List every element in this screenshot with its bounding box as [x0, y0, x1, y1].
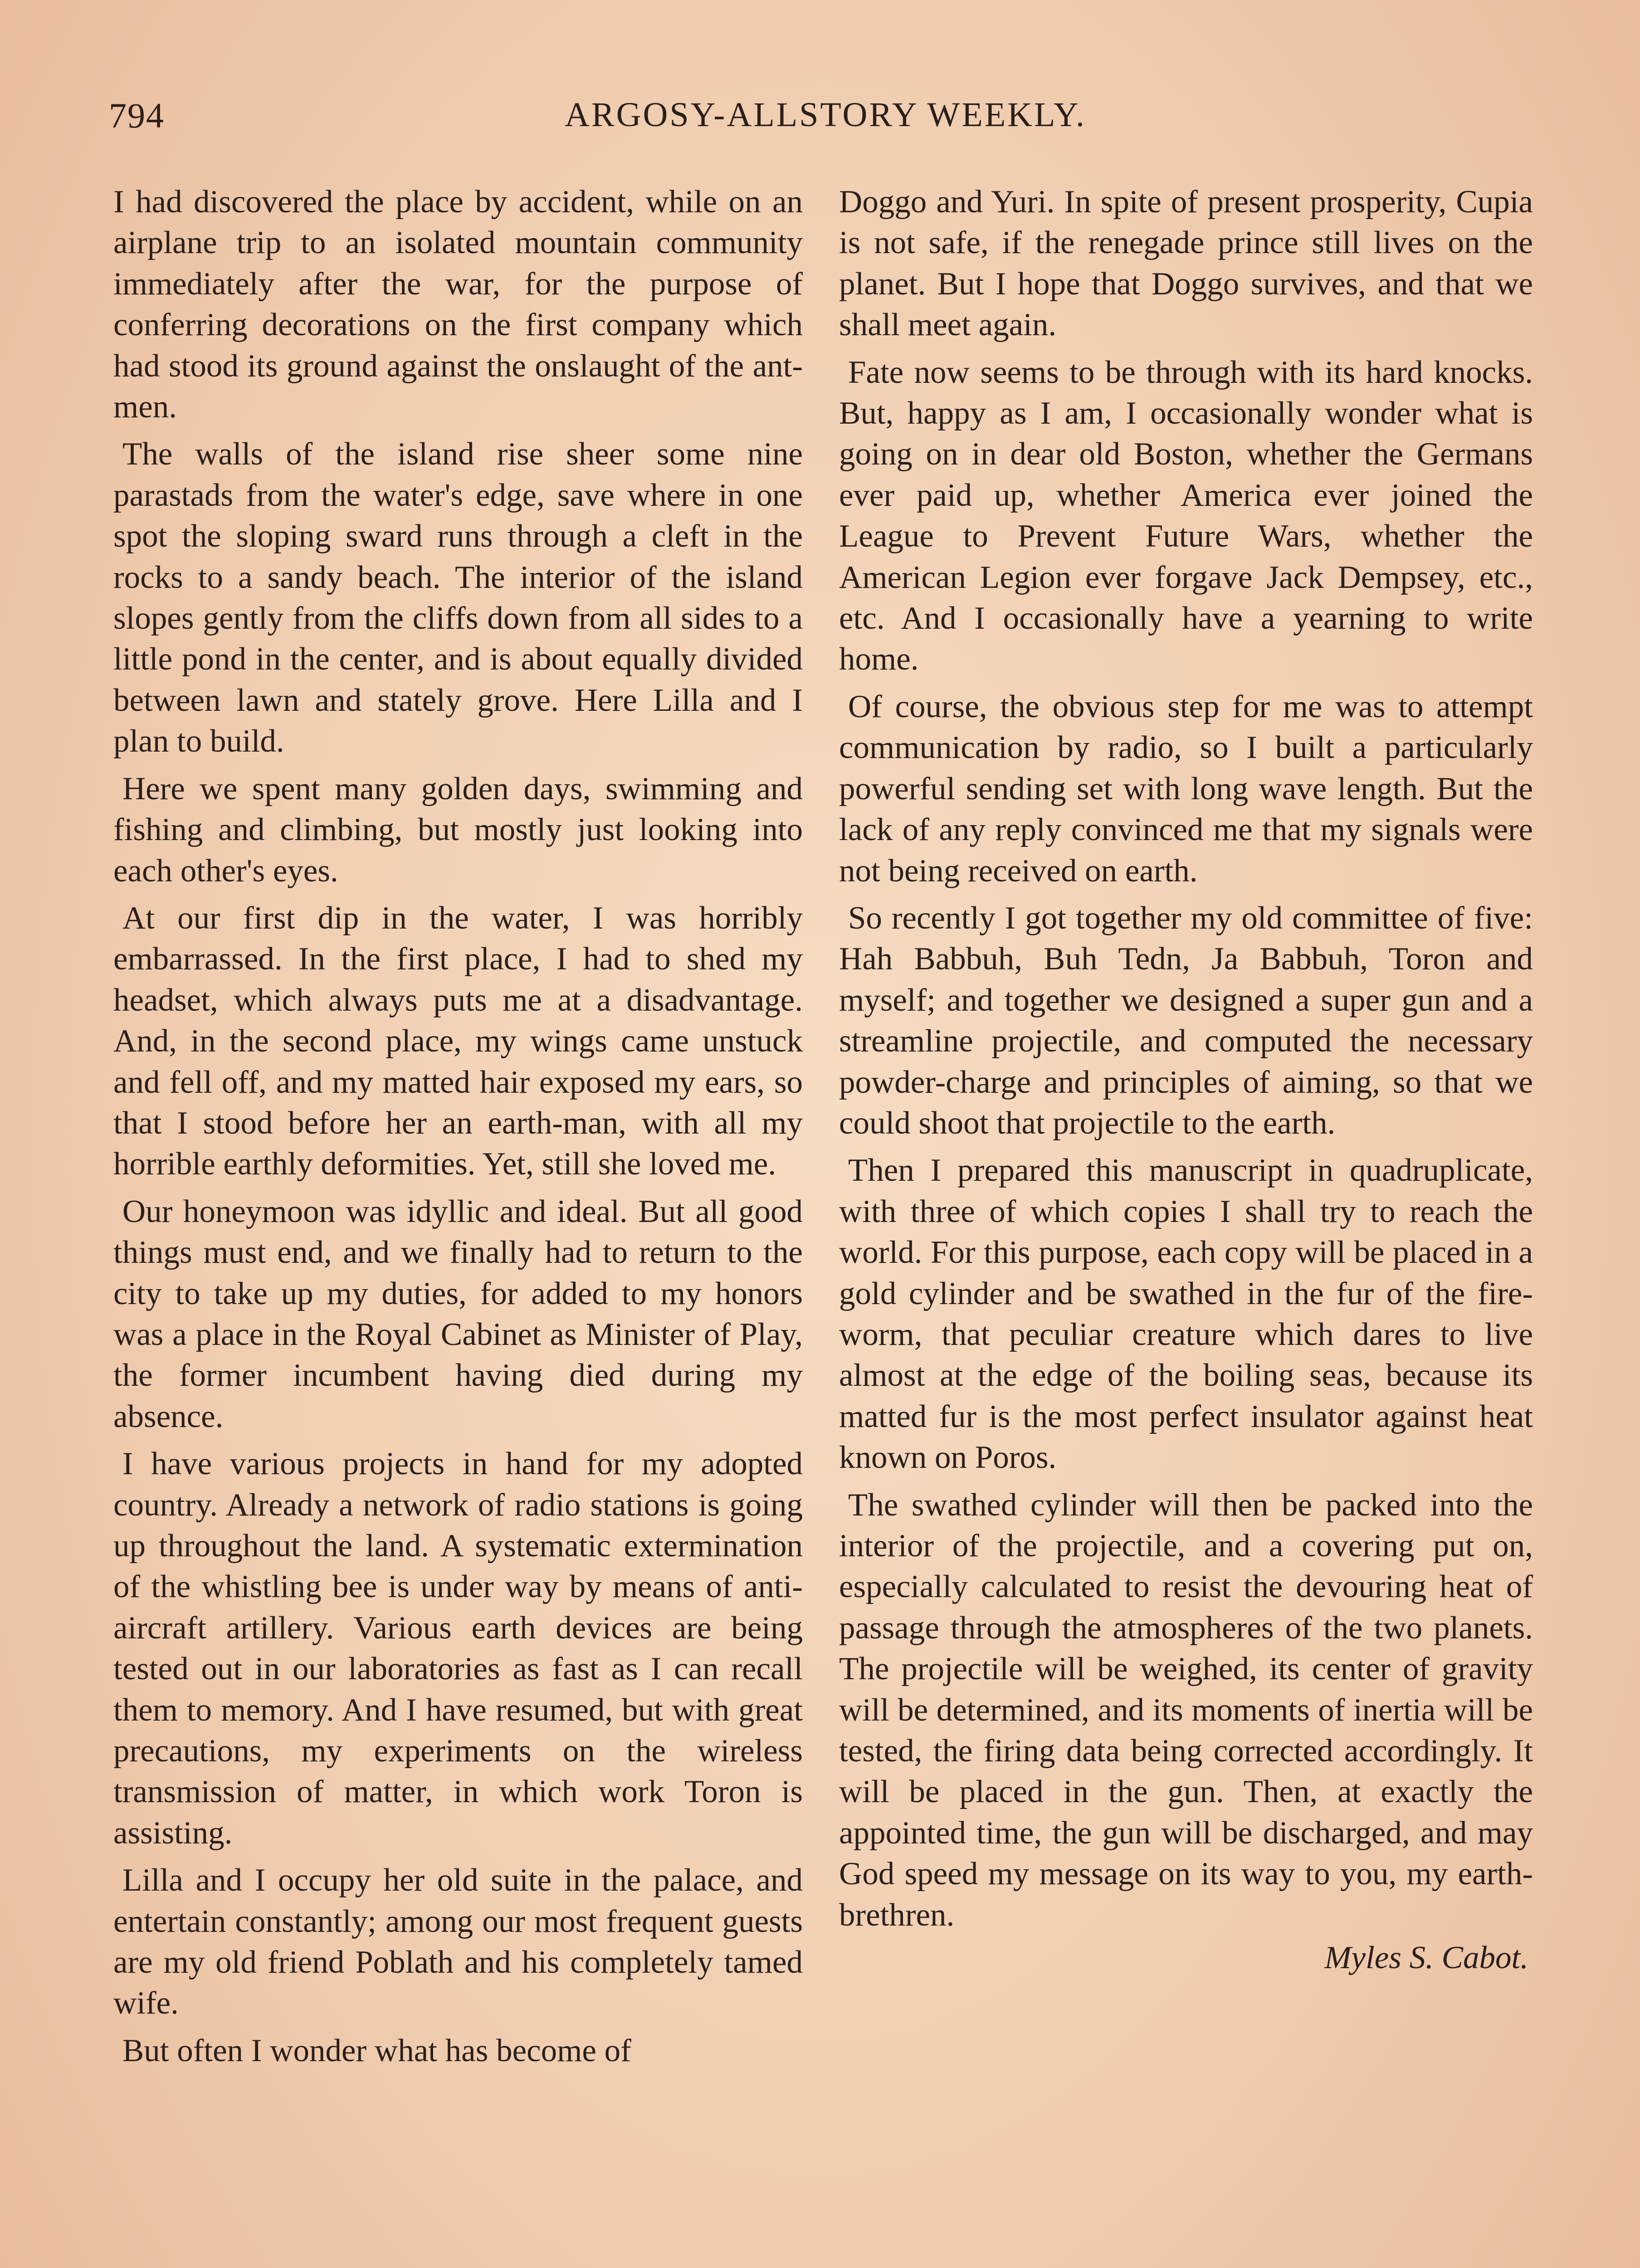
paragraph: Then I prepared this manuscript in quadruplicate, with three of which copies I shall try to reach the world. For this purpose, each copy will be placed in a gold cylinder and be swathed in the fur of the fire-worm, that peculiar creature which dares to live almost at the edge of the boiling seas, because its matted fur is the most perfect insulator against heat known on Poros.: [839, 1153, 1533, 1476]
paragraph: Here we spent many golden days, swimming and fishing and climbing, but mostly just looking into each other's eyes.: [113, 771, 803, 889]
paragraph: Fate now seems to be through with its hard knocks. But, happy as I am, I occasionally wonder what is going on in dear old Boston, whether the Germans ever paid up, whether America ever joined the League to Prevent Future Wars, whether the American Legion ever forgave Jack Dempsey, etc., etc. And I occasionally have a yearning to write home.: [839, 354, 1533, 677]
paragraph: So recently I got together my old committee of five: Hah Babbuh, Buh Tedn, Ja Babbuh, Toron and myself; and together we designed a super gun and a streamline projectile, and computed the necessary powder-charge and principles of aiming, so that we could shoot that projectile to the earth.: [839, 900, 1533, 1141]
author-signature: Myles S. Cabot.: [1324, 1940, 1528, 1976]
page-number: 794: [109, 96, 165, 135]
right-column: [839, 181, 1533, 1978]
left-column: [113, 181, 803, 2071]
paragraph: I had discovered the place by accident, while on an airplane trip to an isolated mountain community immediately after the war, for the purpose of conferring decorations on the first company which had stood its ground against the onslaught of the ant-men.: [113, 184, 803, 425]
paragraph: Doggo and Yuri. In spite of present prosperity, Cupia is not safe, if the renegade prince still lives on the planet. But I hope that Doggo survives, and that we shall meet again.: [839, 184, 1533, 343]
page-header: [109, 95, 1542, 150]
paragraph: At our first dip in the water, I was horribly embarrassed. In the first place, I had to shed my headset, which always puts me at a disadvantage. And, in the second place, my wings came unstuck and fell off, and my matted hair exposed my ears, so that I stood before her an earth-man, with all my horrible earthly deformities. Yet, still she loved me.: [113, 900, 803, 1182]
paragraph: The walls of the island rise sheer some nine parastads from the water's edge, save where in one spot the sloping sward runs through a cleft in the rocks to a sandy beach. The interior of the island slopes gently from the cliffs down from all sides to a little pond in the center, and is about equally divided between lawn and stately grove. Here Lilla and I plan to build.: [113, 436, 803, 759]
paragraph: The swathed cylinder will then be packed into the interior of the projectile, and a covering put on, especially calculated to resist the devouring heat of passage through the atmospheres of the two planets. The projectile will be weighed, its center of gravity will be determined, and its moments of inertia will be tested, the firing data being corrected accordingly. It will be placed in the gun. Then, at exactly the appointed time, the gun will be discharged, and may God speed my message on its way to you, my earth-brethren.: [839, 1487, 1533, 1933]
paragraph: I have various projects in hand for my adopted country. Already a network of radio stations is going up throughout the land. A systematic extermination of the whistling bee is under way by means of anti-aircraft artillery. Various earth devices are being tested out in our laboratories as fast as I can recall them to memory. And I have resumed, but with great precautions, my experiments on the wireless transmission of matter, in which work Toron is assisting.: [113, 1446, 803, 1851]
running-head: ARGOSY-ALLSTORY WEEKLY.: [565, 96, 1086, 134]
paragraph: Of course, the obvious step for me was to attempt communication by radio, so I built a particularly powerful sending set with long wave length. But the lack of any reply convinced me that my signals were not being received on earth.: [839, 689, 1533, 889]
paragraph: Lilla and I occupy her old suite in the palace, and entertain constantly; among our most frequent guests are my old friend Poblath and his completely tamed wife.: [113, 1862, 803, 2021]
paragraph: Our honeymoon was idyllic and ideal. But all good things must end, and we finally had to return to the city to take up my duties, for added to my honors was a place in the Royal Cabinet as Minister of Play, the former incumbent having died during my absence.: [113, 1193, 803, 1434]
paragraph: But often I wonder what has become of: [122, 2033, 631, 2068]
